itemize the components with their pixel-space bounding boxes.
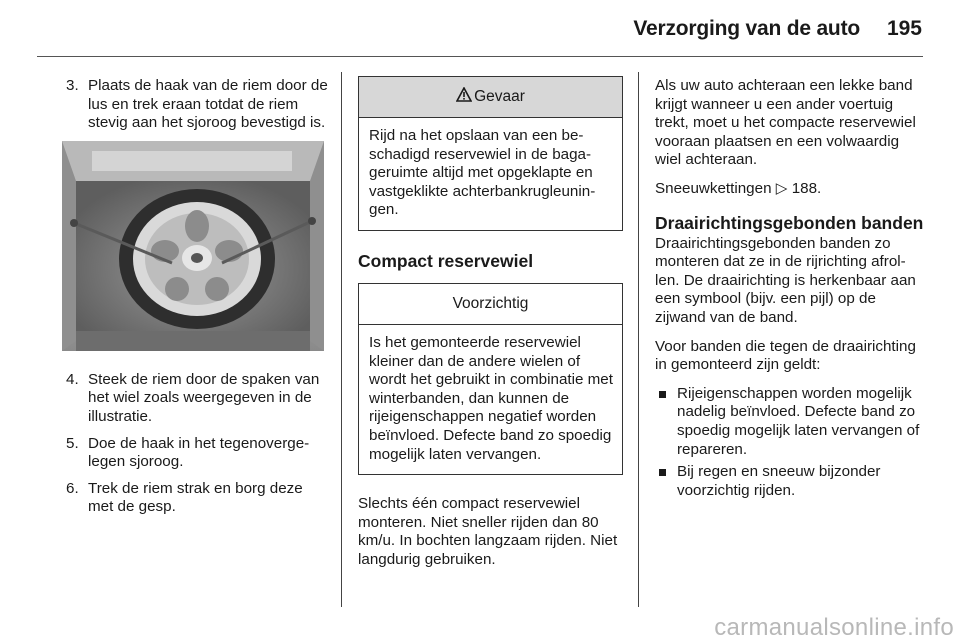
step-text: Plaats de haak van de riem door de lus en trek eraan totdat de riem stevig aan het sjoroog bevestigd is. — [88, 77, 328, 132]
caution-box-text: Is het gemonteerde reservewiel kleiner dan de andere wielen of wordt het gebruikt in combinatie met winterbanden, dan kunnen de rijeigenschappen negatief worden beïnvloed. Defecte band zo spoedig mogelijk laten vervangen. — [369, 333, 613, 463]
towing-paragraph: Als uw auto achteraan een lekke band krijgt wanneer u een ander voertuig trekt, moet u het compacte reservewiel vooraan plaatsen en een volwaardig wiel achteraan. — [655, 77, 916, 169]
compact-spare-paragraph: Slechts één compact reservewiel monteren. Niet sneller rijden dan 80 km/u. In bochten langzaam rijden. Niet langdurig gebruiken. — [358, 495, 618, 568]
directional-tyres-paragraph: Draairichtingsgebonden banden zo monteren dat ze in de rijrichting afrollen. De draairichting is herkenbaar aan een symbool (bijv. een pijl) op de zijwand van de band. — [655, 234, 916, 326]
step-text: Steek de riem door de spaken van het wiel zoals weergegeven in de illustratie. — [88, 370, 320, 425]
snow-chains-page-link[interactable]: 188. — [791, 179, 822, 197]
danger-box-title: Gevaar — [474, 88, 525, 105]
column-divider-1 — [341, 72, 342, 607]
bullet-text: Bij regen en sneeuw bijzonder voorzichtig rijden. — [677, 463, 881, 499]
trunk-spare-wheel-photo — [62, 141, 324, 351]
step-item — [66, 435, 328, 472]
watermark: carmanualsonline.info — [714, 614, 954, 642]
column-left — [66, 77, 328, 525]
step-number: 4. — [66, 370, 79, 388]
column-divider-2 — [638, 72, 639, 607]
steps-list — [66, 371, 328, 517]
step-text: Doe de haak in het tegenovergelegen sjoroog. — [88, 434, 310, 471]
step-item — [66, 77, 328, 133]
bullet-icon — [659, 391, 666, 398]
caution-box-title: Voorzichtig — [359, 284, 622, 325]
column-right — [655, 77, 925, 504]
bullet-text: Rijeigenschappen worden mogelijk nadelig beïnvloed. Defecte band zo spoedig mogelijk laten vervangen of repareren. — [677, 384, 920, 458]
snow-chains-reference — [655, 180, 925, 199]
page-ref-icon: ▷ — [775, 179, 788, 197]
danger-box — [358, 76, 623, 231]
list-item — [655, 463, 925, 500]
header-divider — [37, 56, 923, 57]
page-title: Verzorging van de auto — [633, 17, 860, 40]
danger-box-text: Rijd na het opslaan van een beschadigd reservewiel in de bagageruimte altijd met opgeklapte en vastgeklikte achterbankrugleuningen. — [369, 127, 596, 219]
section-heading-directional-tyres: Draairichtingsgebonden banden — [655, 212, 924, 233]
page-number: 195 — [886, 17, 922, 40]
page-header — [0, 0, 960, 58]
snow-chains-label: Sneeuwkettingen — [655, 179, 772, 197]
step-item — [66, 480, 328, 517]
danger-box-header — [359, 77, 622, 118]
reverse-mount-intro: Voor banden die tegen de draairichting in gemonteerd zijn geldt: — [655, 337, 916, 374]
step-item — [66, 371, 328, 427]
step-text: Trek de riem strak en borg deze met de gesp. — [88, 479, 303, 516]
step-number: 6. — [66, 479, 79, 497]
section-heading-compact-spare: Compact reservewiel — [358, 250, 534, 271]
step-number: 5. — [66, 434, 79, 452]
caution-box — [358, 283, 623, 475]
bullet-icon — [659, 469, 666, 476]
step-number: 3. — [66, 77, 79, 94]
list-item — [655, 385, 925, 459]
column-middle — [358, 76, 623, 580]
warning-triangle-icon — [456, 87, 472, 102]
